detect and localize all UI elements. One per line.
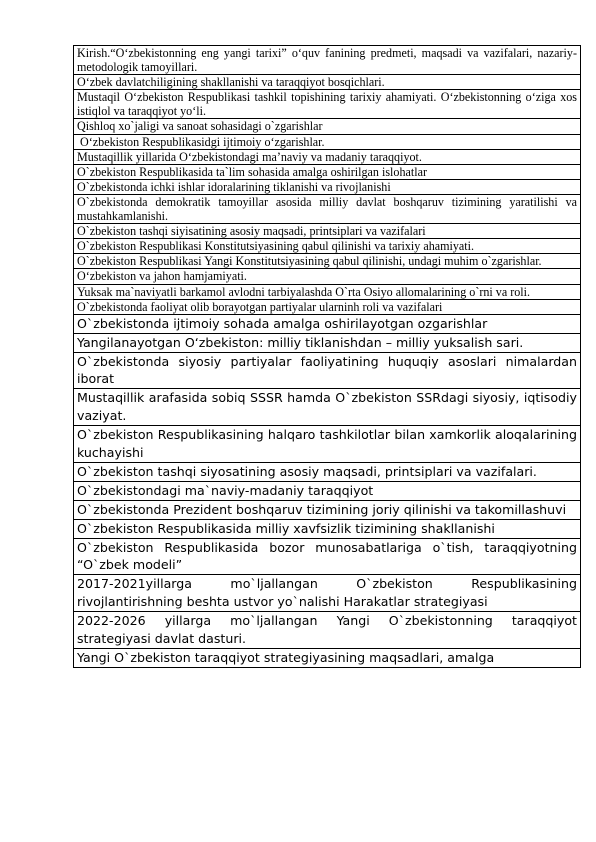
table-row xyxy=(74,164,581,179)
table-row xyxy=(74,575,581,612)
topics-table-body xyxy=(74,46,581,668)
topic-cell: Kirish.“O‘zbekistonning eng yangi tarixi” o‘quv fanining predmeti, maqsadi va vazifalari, nazariy-metodologik tamoyillari. xyxy=(74,46,581,75)
topic-cell: O‘zbekiston Respublikasidgi ijtimoiy o‘zgarishlar. xyxy=(74,134,581,149)
topic-cell: O‘zbekiston va jahon hamjamiyati. xyxy=(74,269,581,284)
table-row xyxy=(74,269,581,284)
topic-cell: O`zbekiston Respublikasining halqaro tashkilotlar bilan xamkorlik aloqalarining kuchayishi xyxy=(74,426,581,463)
table-row xyxy=(74,224,581,239)
topic-cell: O`zbekiston Respublikasida ta`lim sohasida amalga oshirilgan islohatlar xyxy=(74,164,581,179)
topic-cell: 2022-2026 yillarga mo`ljallangan Yangi O`zbekistonning taraqqiyot strategiyasi davlat dasturi. xyxy=(74,612,581,649)
topic-cell: Yangilanayotgan O‘zbekiston: milliy tiklanishdan – milliy yuksalish sari. xyxy=(74,333,581,352)
topic-cell: O‘zbek davlatchiligining shakllanishi va taraqqiyot bosqichlari. xyxy=(74,75,581,90)
table-row xyxy=(74,612,581,649)
topic-cell: O`zbekistonda ichki ishlar idoralarining tiklanishi va rivojlanishi xyxy=(74,179,581,194)
table-row xyxy=(74,284,581,299)
table-row xyxy=(74,462,581,481)
topics-table xyxy=(73,45,581,668)
topic-cell: Yangi O`zbekiston taraqqiyot strategiyasining maqsadlari, amalga xyxy=(74,649,581,668)
topic-cell: O`zbekiston tashqi siyosatining asosiy maqsadi, printsiplari va vazifalari. xyxy=(74,462,581,481)
topic-cell: O`zbekistonda siyosiy partiyalar faoliyatining huquqiy asoslari nimalardan iborat xyxy=(74,352,581,389)
table-row xyxy=(74,500,581,519)
topic-cell: 2017-2021yillarga mo`ljallangan O`zbekiston Respublikasining rivojlantirishning beshta ustvor yo`nalishi Harakatlar strategiyasi xyxy=(74,575,581,612)
table-row xyxy=(74,149,581,164)
table-row xyxy=(74,119,581,134)
table-row xyxy=(74,194,581,223)
table-row xyxy=(74,481,581,500)
topic-cell: O`zbekistonda demokratik tamoyillar asosida milliy davlat boshqaruv tizimining yaratilishi va mustahkamlanishi. xyxy=(74,194,581,223)
table-row xyxy=(74,254,581,269)
table-row xyxy=(74,179,581,194)
table-row xyxy=(74,426,581,463)
table-row xyxy=(74,519,581,538)
topic-cell: O`zbekiston Respublikasi Konstitutsiyasining qabul qilinishi va tarixiy ahamiyati. xyxy=(74,239,581,254)
table-row xyxy=(74,389,581,426)
table-row xyxy=(74,352,581,389)
table-row xyxy=(74,333,581,352)
topic-cell: Mustaqil O‘zbekiston Respublikasi tashkil topishining tarixiy ahamiyati. O‘zbekistonning o‘ziga xos istiqlol va taraqqiyot yo‘li. xyxy=(74,90,581,119)
table-row xyxy=(74,75,581,90)
table-row xyxy=(74,649,581,668)
topic-cell: Qishloq xo`jaligi va sanoat sohasidagi o`zgarishlar xyxy=(74,119,581,134)
topic-cell: O`zbekistondagi ma`naviy-madaniy taraqqiyot xyxy=(74,481,581,500)
topic-cell: Yuksak ma`naviyatli barkamol avlodni tarbiyalashda O`rta Osiyo allomalarining o`rni va roli. xyxy=(74,284,581,299)
table-row xyxy=(74,299,581,314)
topic-cell: O`zbekistonda Prezident boshqaruv tizimining joriy qilinishi va takomillashuvi xyxy=(74,500,581,519)
table-row xyxy=(74,46,581,75)
topic-cell: O`zbekiston Respublikasi Yangi Konstitutsiyasining qabul qilinishi, undagi muhim o`zgarishlar. xyxy=(74,254,581,269)
topic-cell: Mustaqillik arafasida sobiq SSSR hamda O`zbekiston SSRdagi siyosiy, iqtisodiy vaziyat. xyxy=(74,389,581,426)
topic-cell: O`zbekiston Respublikasida bozor munosabatlariga o`tish, taraqqiyotning “O`zbek modeli” xyxy=(74,538,581,575)
table-row xyxy=(74,90,581,119)
topic-cell: O`zbekistonda faoliyat olib borayotgan partiyalar ularninh roli va vazifalari xyxy=(74,299,581,314)
table-row xyxy=(74,134,581,149)
topic-cell: Mustaqillik yillarida O‘zbekistondagi ma’naviy va madaniy taraqqiyot. xyxy=(74,149,581,164)
topic-cell: O`zbekistonda ijtimoiy sohada amalga oshirilayotgan ozgarishlar xyxy=(74,314,581,333)
topic-cell: O`zbekiston tashqi siyisatining asosiy maqsadi, printsiplari va vazifalari xyxy=(74,224,581,239)
table-row xyxy=(74,314,581,333)
table-row xyxy=(74,239,581,254)
table-row xyxy=(74,538,581,575)
topic-cell: O`zbekiston Respublikasida milliy xavfsizlik tizimining shakllanishi xyxy=(74,519,581,538)
